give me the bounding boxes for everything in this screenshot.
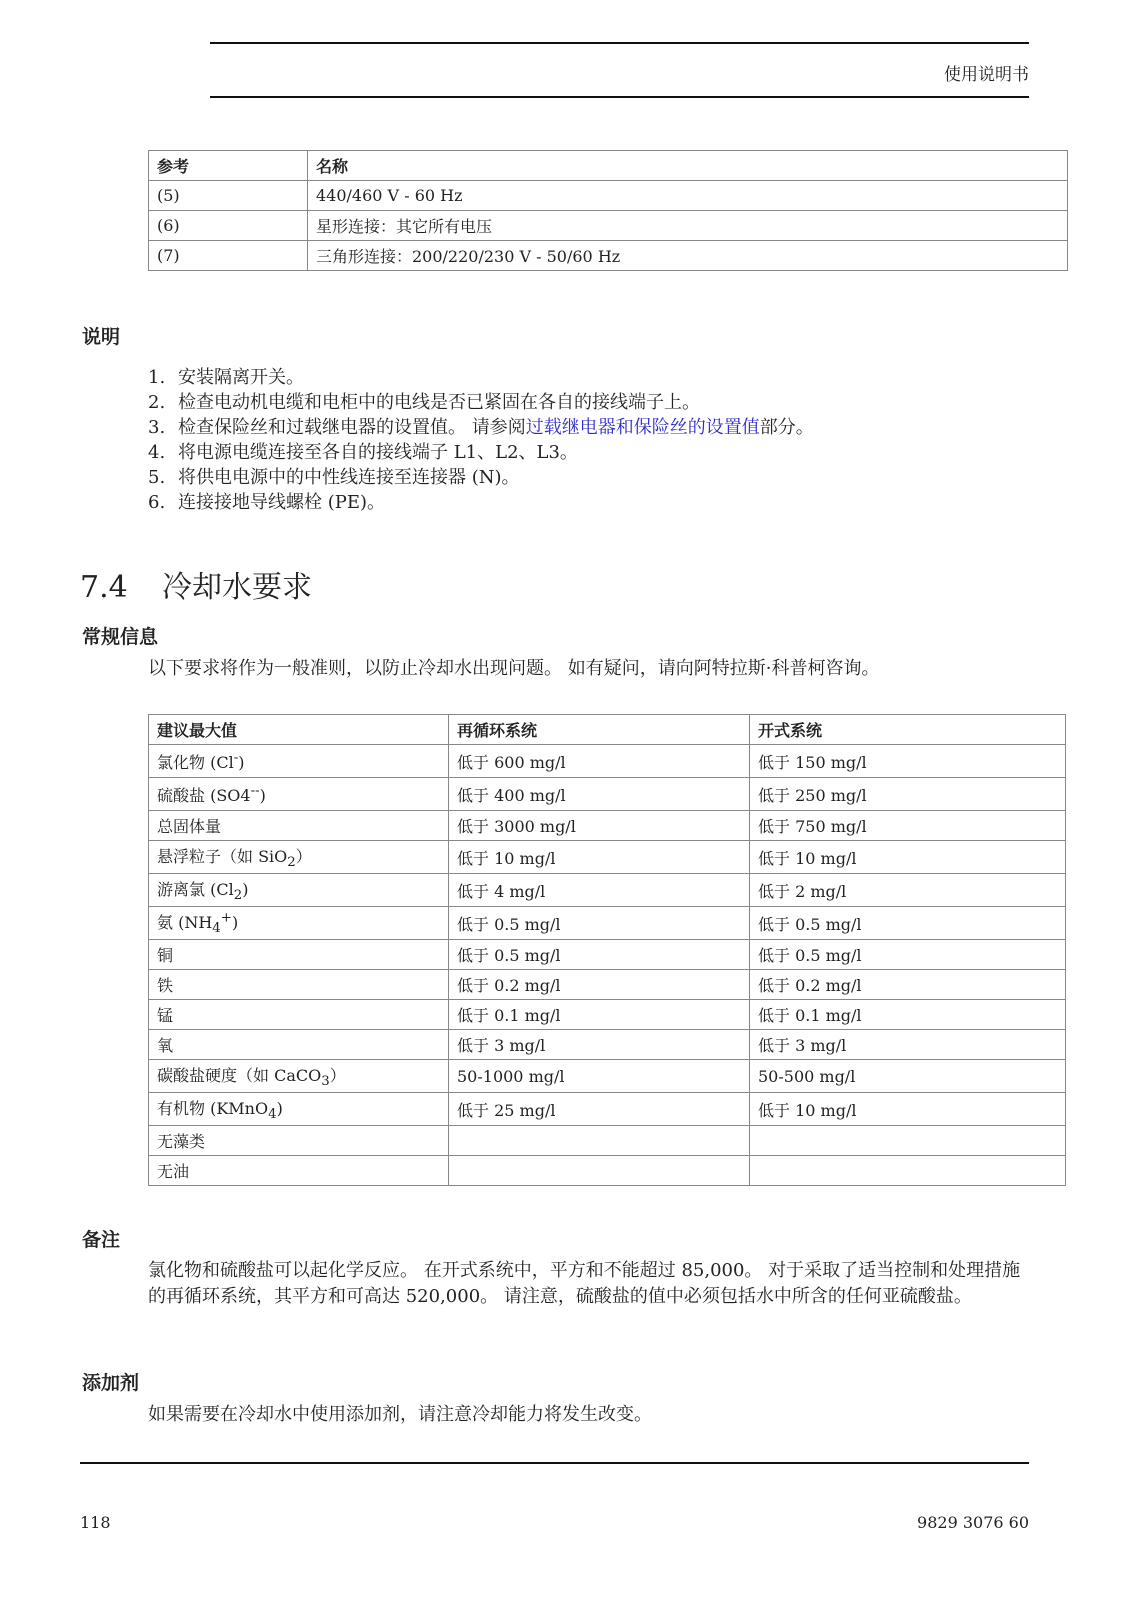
open-value-cell xyxy=(750,1126,1066,1156)
parameter-name-after: ） xyxy=(329,1065,346,1085)
open-value-cell: 低于 0.2 mg/l xyxy=(750,970,1066,1000)
recirculating-value-cell: 低于 4 mg/l xyxy=(449,874,750,907)
parameter-name: 铜 xyxy=(157,946,174,965)
table-header-row xyxy=(149,715,1066,745)
parameter-name-after: ) xyxy=(238,752,245,772)
table-header-row xyxy=(149,151,1068,181)
recirculating-value-cell: 低于 3 mg/l xyxy=(449,1030,750,1060)
parameter-name: 无油 xyxy=(157,1162,190,1181)
header-bottom-rule xyxy=(210,96,1029,98)
step-text: 检查电动机电缆和电柜中的电线是否已紧固在各自的接线端子上。 xyxy=(178,392,700,413)
chapter-heading xyxy=(80,562,312,606)
additives-text: 如果需要在冷却水中使用添加剂，请注意冷却能力将发生改变。 xyxy=(148,1404,652,1425)
page-number: 118 xyxy=(80,1513,111,1532)
list-item xyxy=(148,415,814,440)
superscript: -- xyxy=(250,783,260,799)
notes-heading: 备注 xyxy=(82,1229,121,1251)
step-number: 4. xyxy=(148,442,166,463)
header-title: 使用说明书 xyxy=(944,65,1029,85)
parameter-name-after: ) xyxy=(242,879,249,899)
table-row xyxy=(149,745,1066,778)
parameter-cell xyxy=(149,1060,449,1093)
column-header-open: 开式系统 xyxy=(750,715,1066,745)
recirculating-value-cell: 低于 0.1 mg/l xyxy=(449,1000,750,1030)
table-row xyxy=(149,778,1066,811)
column-header-name: 名称 xyxy=(308,151,1068,181)
step-text-after: 部分。 xyxy=(759,417,814,438)
document-number: 9829 3076 60 xyxy=(917,1513,1029,1532)
list-item xyxy=(148,390,814,415)
table-row xyxy=(149,1156,1066,1186)
step-number: 5. xyxy=(148,467,166,488)
name-cell: 三角形连接：200/220/230 V - 50/60 Hz xyxy=(308,241,1068,271)
step-number: 3. xyxy=(148,417,166,438)
name-cell: 星形连接：其它所有电压 xyxy=(308,211,1068,241)
list-item xyxy=(148,440,814,465)
parameter-cell xyxy=(149,970,449,1000)
table-row xyxy=(149,940,1066,970)
recirculating-value-cell: 低于 3000 mg/l xyxy=(449,811,750,841)
chapter-title: 冷却水要求 xyxy=(162,570,312,605)
ref-cell: (5) xyxy=(149,181,308,211)
recirculating-value-cell xyxy=(449,1126,750,1156)
column-header-max-value: 建议最大值 xyxy=(149,715,449,745)
step-text: 检查保险丝和过载继电器的设置值。 请参阅 xyxy=(178,417,526,438)
parameter-name: 氯化物 (Cl xyxy=(157,752,234,772)
general-text: 以下要求将作为一般准则，以防止冷却水出现问题。 如有疑问，请向阿特拉斯·科普柯咨询。 xyxy=(148,658,880,679)
parameter-cell xyxy=(149,841,449,874)
parameter-name: 硫酸盐 (SO4 xyxy=(157,785,251,805)
notes-text: 氯化物和硫酸盐可以起化学反应。 在开式系统中，平方和不能超过 85,000。 对于采取了适当控制和处理措施的再循环系统，其平方和可高达 520,000。 请注意，硫酸盐的值中必须包括水中所含的任何亚硫酸盐。 xyxy=(148,1260,1021,1307)
parameter-cell xyxy=(149,907,449,940)
table-row xyxy=(149,907,1066,940)
name-cell: 440/460 V - 60 Hz xyxy=(308,181,1068,211)
list-item xyxy=(148,365,814,390)
parameter-cell xyxy=(149,1156,449,1186)
recirculating-value-cell xyxy=(449,1156,750,1186)
parameter-cell xyxy=(149,1093,449,1126)
subscript: 2 xyxy=(287,855,296,871)
column-header-reference: 参考 xyxy=(149,151,308,181)
parameter-name: 总固体量 xyxy=(157,817,222,836)
subscript: 4 xyxy=(212,921,221,937)
table-row xyxy=(149,970,1066,1000)
recirculating-value-cell: 低于 0.2 mg/l xyxy=(449,970,750,1000)
open-value-cell: 低于 150 mg/l xyxy=(750,745,1066,778)
open-value-cell: 低于 3 mg/l xyxy=(750,1030,1066,1060)
table-row xyxy=(149,1060,1066,1093)
table-row xyxy=(149,211,1068,241)
table-row xyxy=(149,1093,1066,1126)
instructions-heading: 说明 xyxy=(82,326,121,348)
parameter-cell xyxy=(149,745,449,778)
table-row xyxy=(149,1126,1066,1156)
footer-rule xyxy=(80,1462,1029,1464)
recirculating-value-cell: 低于 10 mg/l xyxy=(449,841,750,874)
open-value-cell: 低于 250 mg/l xyxy=(750,778,1066,811)
table-row xyxy=(149,1000,1066,1030)
list-item xyxy=(148,465,814,490)
parameter-name: 碳酸盐硬度（如 CaCO xyxy=(157,1065,322,1085)
table-row xyxy=(149,811,1066,841)
general-heading: 常规信息 xyxy=(82,626,159,648)
recirculating-value-cell: 低于 0.5 mg/l xyxy=(449,907,750,940)
open-value-cell: 低于 0.5 mg/l xyxy=(750,907,1066,940)
step-text: 连接接地导线螺栓 (PE)。 xyxy=(178,492,386,513)
water-table-body xyxy=(149,745,1066,1186)
step-number: 1. xyxy=(148,367,166,388)
parameter-name-after: ) xyxy=(231,912,239,932)
settings-link[interactable]: 过载继电器和保险丝的设置值 xyxy=(525,417,760,438)
table-row xyxy=(149,1030,1066,1060)
column-header-recirculating: 再循环系统 xyxy=(449,715,750,745)
open-value-cell: 低于 10 mg/l xyxy=(750,1093,1066,1126)
parameter-name: 无藻类 xyxy=(157,1132,206,1151)
parameter-name: 铁 xyxy=(157,976,174,995)
step-number: 6. xyxy=(148,492,166,513)
parameter-name-after: ) xyxy=(259,785,266,805)
table-row xyxy=(149,241,1068,271)
header-top-rule xyxy=(210,42,1029,44)
open-value-cell: 低于 0.1 mg/l xyxy=(750,1000,1066,1030)
recirculating-value-cell: 50-1000 mg/l xyxy=(449,1060,750,1093)
cooling-water-table xyxy=(148,714,1066,1186)
superscript: - xyxy=(233,750,239,766)
parameter-cell xyxy=(149,940,449,970)
subscript: 2 xyxy=(233,888,243,904)
parameter-name: 游离氯 (Cl xyxy=(157,879,234,899)
table-row xyxy=(149,874,1066,907)
open-value-cell: 低于 0.5 mg/l xyxy=(750,940,1066,970)
parameter-cell xyxy=(149,778,449,811)
parameter-name: 悬浮粒子（如 SiO xyxy=(157,846,288,866)
parameter-cell xyxy=(149,1126,449,1156)
recirculating-value-cell: 低于 0.5 mg/l xyxy=(449,940,750,970)
recirculating-value-cell: 低于 25 mg/l xyxy=(449,1093,750,1126)
step-number: 2. xyxy=(148,392,166,413)
reference-table xyxy=(148,150,1068,271)
parameter-name: 氨 (NH xyxy=(157,912,213,932)
table-row xyxy=(149,841,1066,874)
superscript: + xyxy=(220,910,232,926)
parameter-name: 氧 xyxy=(157,1036,174,1055)
instructions-list xyxy=(148,365,814,515)
ref-cell: (6) xyxy=(149,211,308,241)
open-value-cell: 50-500 mg/l xyxy=(750,1060,1066,1093)
subscript: 3 xyxy=(321,1074,330,1090)
parameter-name: 锰 xyxy=(157,1006,174,1025)
open-value-cell: 低于 2 mg/l xyxy=(750,874,1066,907)
chapter-number: 7.4 xyxy=(80,570,128,605)
open-value-cell xyxy=(750,1156,1066,1186)
parameter-name: 有机物 (KMnO xyxy=(157,1098,269,1118)
step-text: 安装隔离开关。 xyxy=(178,367,304,388)
parameter-cell xyxy=(149,1000,449,1030)
recirculating-value-cell: 低于 400 mg/l xyxy=(449,778,750,811)
parameter-name-after: ） xyxy=(295,846,312,866)
step-text: 将供电电源中的中性线连接至连接器 (N)。 xyxy=(178,467,520,488)
table-row xyxy=(149,181,1068,211)
open-value-cell: 低于 10 mg/l xyxy=(750,841,1066,874)
open-value-cell: 低于 750 mg/l xyxy=(750,811,1066,841)
parameter-cell xyxy=(149,811,449,841)
list-item xyxy=(148,490,814,515)
parameter-cell xyxy=(149,1030,449,1060)
subscript: 4 xyxy=(268,1107,277,1123)
recirculating-value-cell: 低于 600 mg/l xyxy=(449,745,750,778)
additives-heading: 添加剂 xyxy=(82,1372,140,1394)
parameter-name-after: ) xyxy=(276,1098,283,1118)
ref-cell: (7) xyxy=(149,241,308,271)
parameter-cell xyxy=(149,874,449,907)
step-text: 将电源电缆连接至各自的接线端子 L1、L2、L3。 xyxy=(178,442,578,463)
